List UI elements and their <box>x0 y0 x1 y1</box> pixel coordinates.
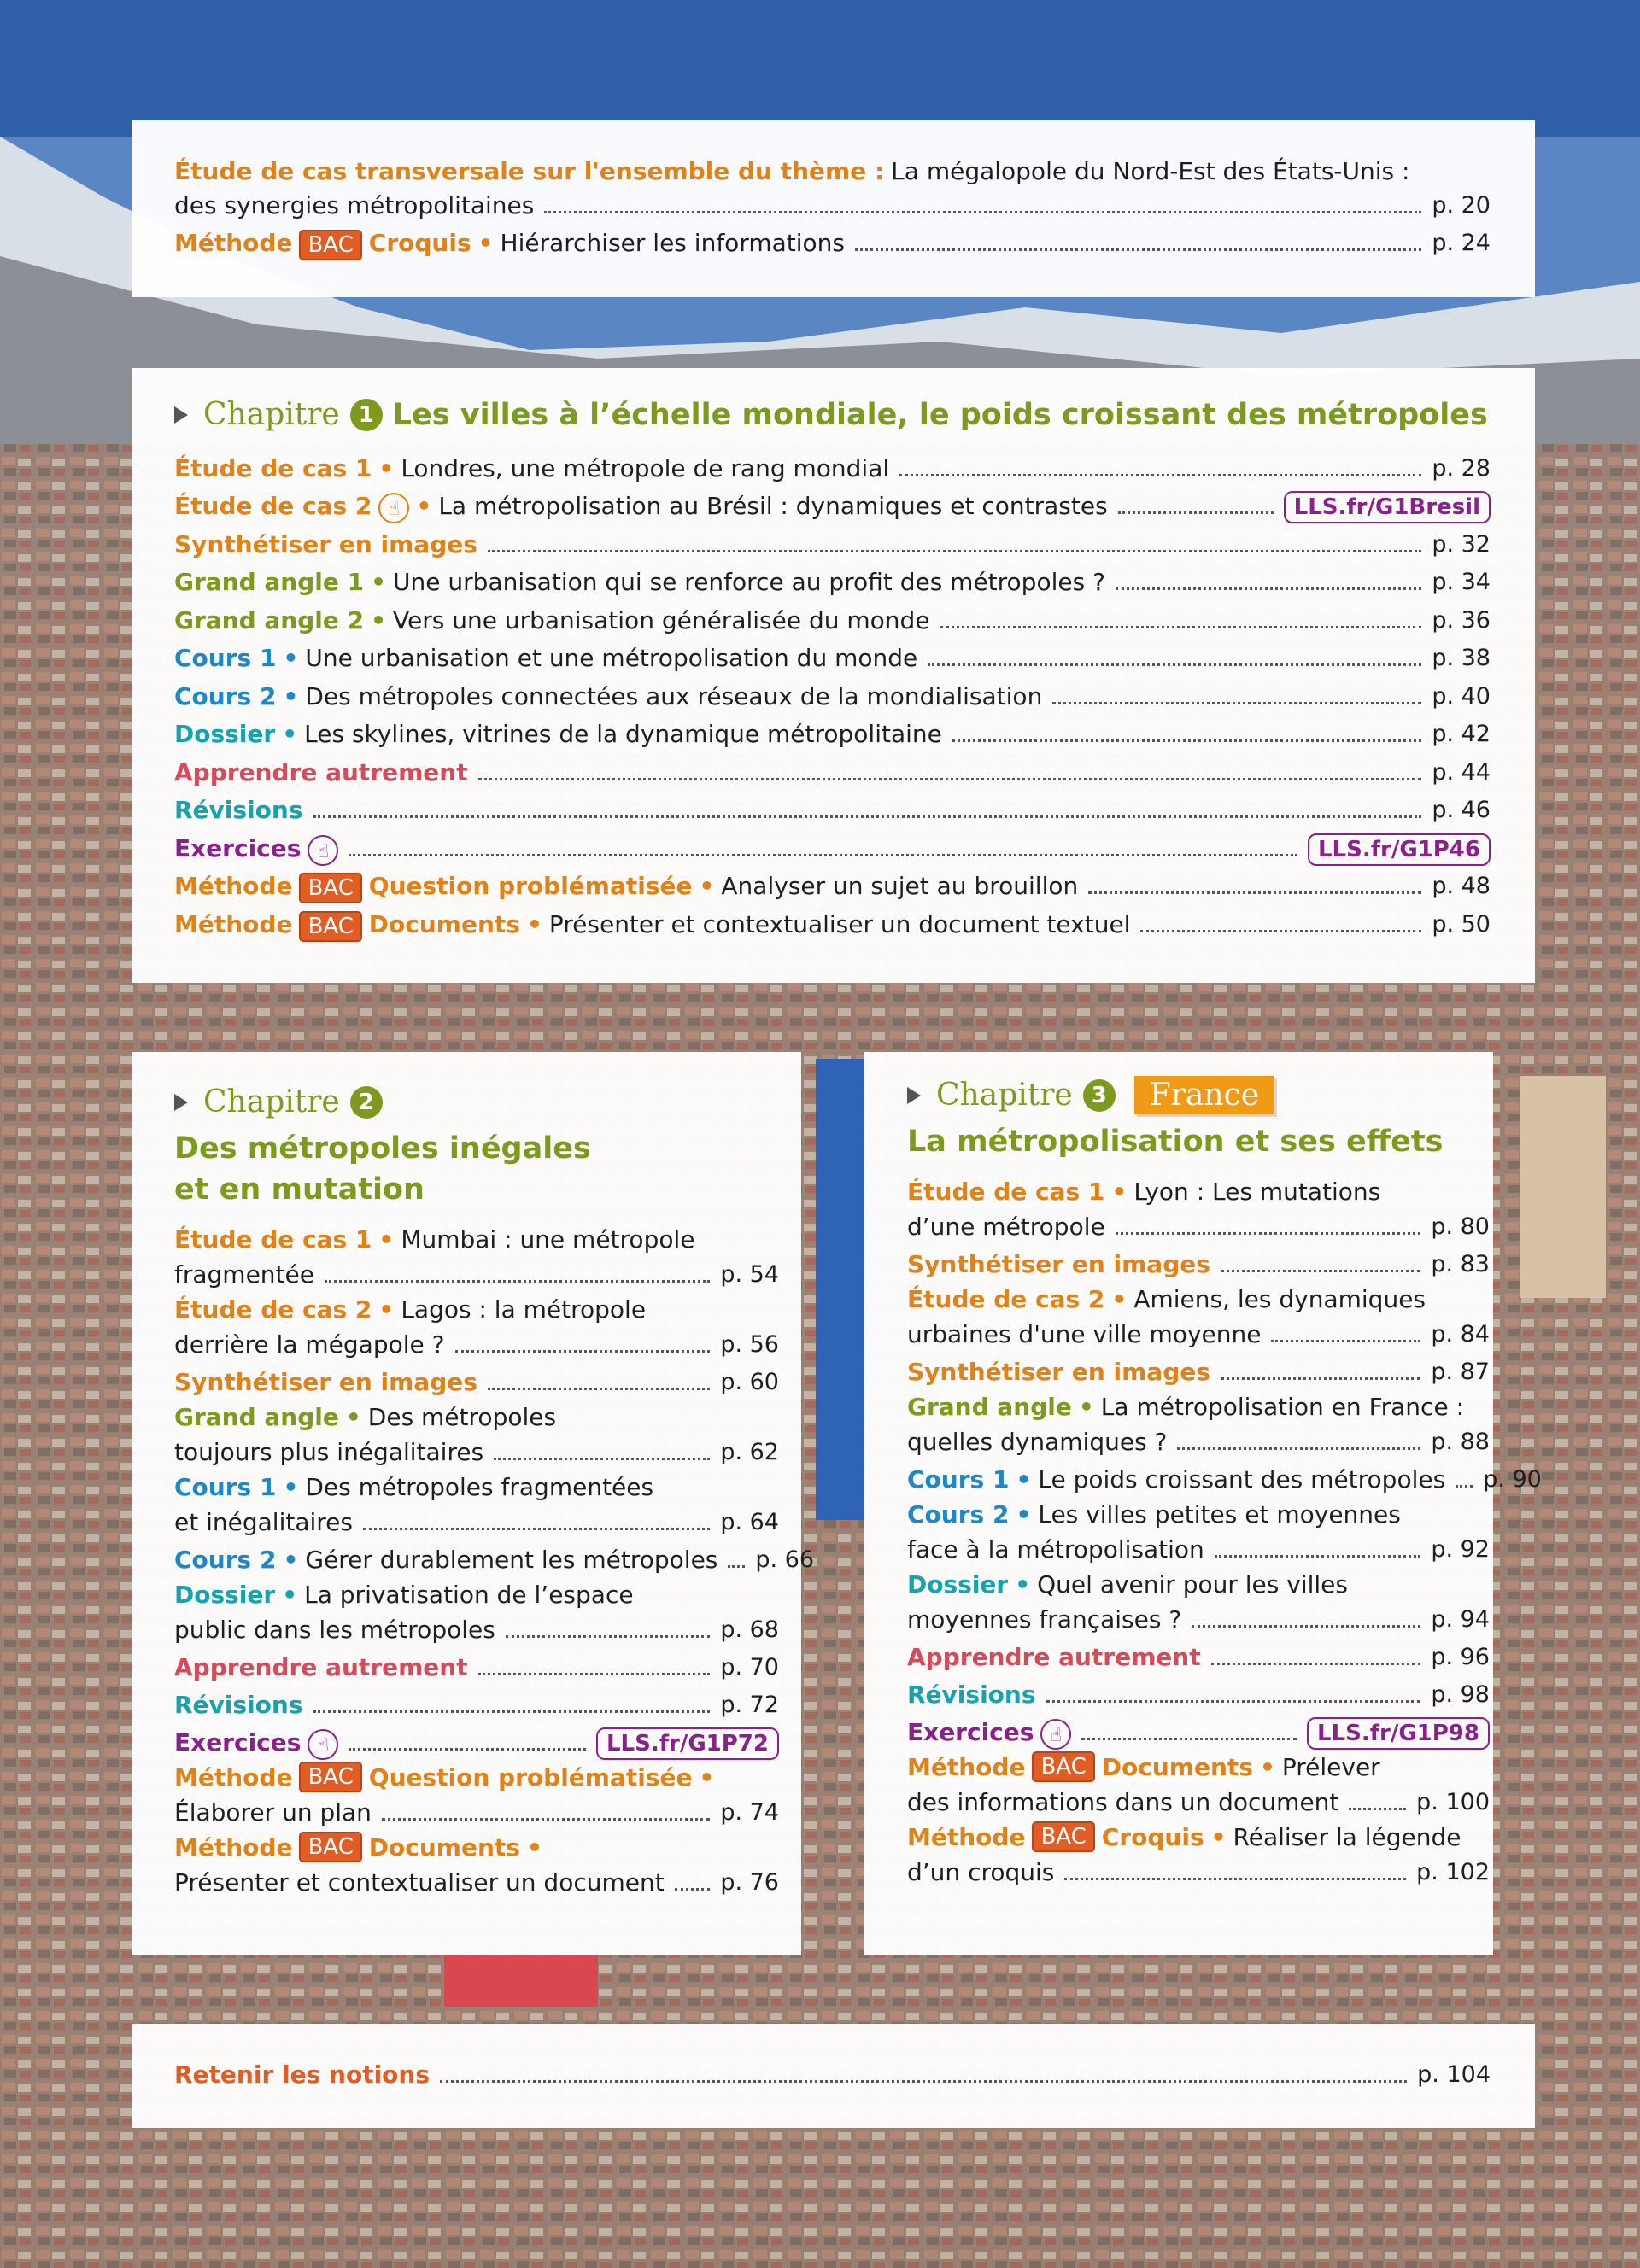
list-item[interactable]: Synthétiser en images p. 60 <box>174 1368 779 1396</box>
bac-badge: BAC <box>1032 1821 1094 1852</box>
list-item[interactable]: Grand angle • Des métropoles toujours plus inégalitaires p. 62 <box>174 1403 779 1466</box>
page-number: p. 104 <box>1417 2061 1491 2088</box>
bac-badge: BAC <box>299 230 361 260</box>
bac-badge: BAC <box>299 1762 361 1792</box>
chapter-2-panel <box>132 1052 815 1955</box>
online-link[interactable]: LLS.fr/G1P72 <box>596 1727 779 1760</box>
chapter-title: Les villes à l’échelle mondiale, le poids croissant des métropoles <box>392 397 1488 432</box>
list-item[interactable]: Dossier • Quel avenir pour les villes moyennes françaises ? p. 94 <box>907 1570 1490 1634</box>
list-item[interactable]: Révisions p. 46 <box>174 796 1491 824</box>
chapter-number: 1 <box>350 399 383 431</box>
list-item[interactable]: Cours 2 • Les villes petites et moyennes face à la métropolisation p. 92 <box>907 1500 1490 1564</box>
chapter-2-heading: Chapitre 2 <box>174 1084 779 1119</box>
page-number: p. 24 <box>1432 230 1491 256</box>
chapter-2-title: Des métropoles inégales et en mutation <box>174 1131 591 1207</box>
chapter-2-list <box>174 1222 815 1900</box>
list-item[interactable]: Cours 2 • Gérer durablement les métropoles p. 66 <box>174 1546 815 1574</box>
chapter-1-panel <box>132 368 1535 983</box>
list-item[interactable]: Méthode BAC Documents • Présenter et contextualiser un document textuel p. 50 <box>174 903 1491 942</box>
list-item[interactable]: Cours 1 • Des métropoles fragmentées et inégalitaires p. 64 <box>174 1473 779 1536</box>
transversal-case-label: Étude de cas transversale sur l'ensemble du thème : <box>174 157 885 185</box>
list-item[interactable]: Étude de cas 1 • Mumbai : une métropole fragmentée p. 54 <box>174 1225 779 1289</box>
list-item[interactable]: Cours 1 • Le poids croissant des métropoles p. 90 <box>907 1465 1542 1493</box>
list-item[interactable]: Étude de cas 2 • Lagos : la métropole derrière la mégapole ? p. 56 <box>174 1295 779 1359</box>
transversal-case-text-2: des synergies métropolitaines <box>174 191 535 219</box>
retenir-row[interactable] <box>174 2058 1491 2092</box>
chapter-3-heading: Chapitre 3 France <box>907 1076 1493 1114</box>
retenir-label: Retenir les notions <box>174 2060 430 2089</box>
transversal-case-line-1 <box>174 155 1491 189</box>
list-item[interactable]: Cours 2 • Des métropoles connectées aux réseaux de la mondialisation p. 40 <box>174 681 1491 710</box>
hand-pointer-icon[interactable]: ☝ <box>1040 1719 1071 1750</box>
chapter-3-panel <box>864 1052 1542 1955</box>
list-item[interactable]: Grand angle 2 • Vers une urbanisation généralisée du monde p. 36 <box>174 605 1491 634</box>
intro-panel <box>132 120 1535 297</box>
list-item[interactable]: Révisions p. 72 <box>174 1691 779 1719</box>
list-item[interactable]: Apprendre autrement p. 44 <box>174 757 1491 786</box>
chapter-3-title: La métropolisation et ses effets <box>907 1125 1444 1159</box>
method-type: Croquis <box>368 229 472 257</box>
list-item[interactable]: Grand angle 1 • Une urbanisation qui se renforce au profit des métropoles ? p. 34 <box>174 568 1491 596</box>
page-number: p. 20 <box>1432 192 1491 219</box>
list-item[interactable]: Exercices ☝ LLS.fr/G1P72 <box>174 1722 779 1760</box>
list-item[interactable]: Apprendre autrement p. 96 <box>907 1643 1490 1671</box>
list-item[interactable]: Étude de cas 1 • Lyon : Les mutations d’une métropole p. 80 <box>907 1178 1490 1241</box>
list-item[interactable]: Étude de cas 2 • Amiens, les dynamiques urbaines d'une ville moyenne p. 84 <box>907 1285 1490 1348</box>
online-link[interactable]: LLS.fr/G1Bresil <box>1284 491 1491 523</box>
list-item[interactable]: Méthode BAC Question problématisée • Élaborer un plan p. 74 <box>174 1763 779 1827</box>
list-item[interactable]: Exercices ☝ LLS.fr/G1P46 <box>174 827 1491 866</box>
list-item[interactable]: Apprendre autrement p. 70 <box>174 1653 779 1681</box>
chapter-label: Chapitre <box>203 397 340 432</box>
triangle-icon <box>907 1087 921 1104</box>
list-item[interactable]: Révisions p. 98 <box>907 1681 1490 1709</box>
online-link[interactable]: LLS.fr/G1P98 <box>1307 1717 1490 1750</box>
list-item[interactable]: Méthode BAC Documents • Présenter et contextualiser un document p. 76 <box>174 1833 779 1897</box>
list-item[interactable]: Méthode BAC Question problématisée • Analyser un sujet au brouillon p. 48 <box>174 866 1491 904</box>
bac-badge: BAC <box>299 911 361 942</box>
transversal-case-text: La mégalopole du Nord-Est des États-Unis : <box>891 157 1410 185</box>
method-label: Méthode <box>174 229 293 257</box>
list-item[interactable]: Synthétiser en images p. 32 <box>174 529 1491 558</box>
triangle-icon <box>174 406 188 424</box>
chapter-3-list <box>907 1174 1542 1890</box>
list-item[interactable]: Exercices ☝ LLS.fr/G1P98 <box>907 1712 1490 1750</box>
transversal-case-line-2[interactable] <box>174 189 1491 223</box>
hand-pointer-icon[interactable]: ☝ <box>308 835 338 866</box>
list-item[interactable]: Grand angle • La métropolisation en France : quelles dynamiques ? p. 88 <box>907 1393 1490 1456</box>
chapter-number: 2 <box>350 1086 383 1119</box>
hand-pointer-icon[interactable]: ☝ <box>378 493 409 523</box>
online-link[interactable]: LLS.fr/G1P46 <box>1308 833 1491 866</box>
leader-dots <box>544 211 1421 213</box>
list-item[interactable]: Cours 1 • Une urbanisation et une métropolisation du monde p. 38 <box>174 644 1491 672</box>
chapter-number: 3 <box>1083 1079 1116 1112</box>
list-item[interactable]: Synthétiser en images p. 87 <box>907 1358 1490 1386</box>
list-item[interactable]: Synthétiser en images p. 83 <box>907 1250 1490 1278</box>
leader-dots <box>855 248 1421 251</box>
bac-badge: BAC <box>299 873 361 903</box>
chapter-1-list <box>174 447 1491 942</box>
intro-method-row[interactable]: Méthode BAC Croquis • Hiérarchiser les informations p. 24 <box>174 226 1491 260</box>
hand-pointer-icon[interactable]: ☝ <box>308 1729 338 1760</box>
list-item[interactable]: Étude de cas 1 • Londres, une métropole de rang mondial p. 28 <box>174 453 1491 482</box>
chapter-1-heading <box>174 397 1491 432</box>
list-item[interactable]: Étude de cas 2 ☝ • La métropolisation au Brésil : dynamiques et contrastes LLS.fr/G1Bresil <box>174 486 1491 524</box>
method-text: Hiérarchiser les informations <box>500 229 845 257</box>
list-item[interactable]: Dossier • La privatisation de l’espace public dans les métropoles p. 68 <box>174 1581 779 1644</box>
triangle-icon <box>174 1094 188 1111</box>
list-item[interactable]: Méthode BAC Documents • Prélever des informations dans un document p. 100 <box>907 1753 1490 1816</box>
retenir-panel <box>132 2024 1535 2128</box>
bac-badge: BAC <box>1032 1751 1094 1782</box>
list-item[interactable]: Dossier • Les skylines, vitrines de la dynamique métropolitaine p. 42 <box>174 720 1491 748</box>
bac-badge: BAC <box>299 1832 361 1862</box>
country-badge: France <box>1134 1076 1274 1114</box>
list-item[interactable]: Méthode BAC Croquis • Réaliser la légende d’un croquis p. 102 <box>907 1823 1490 1886</box>
